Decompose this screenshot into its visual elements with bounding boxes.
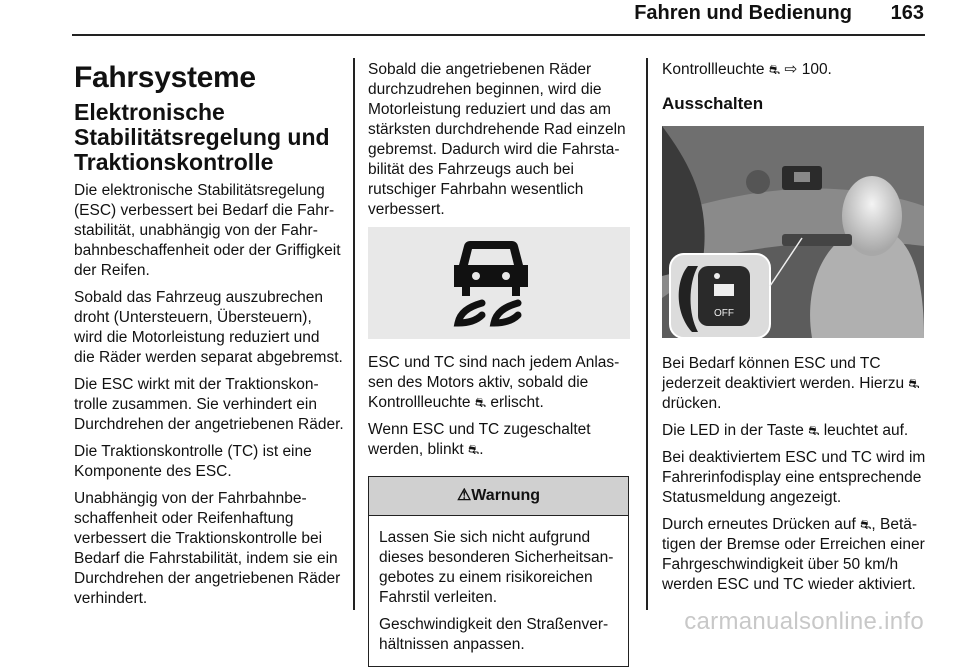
subsection-heading: Elektronische Stabilitätsregelung und Traktionskontrolle <box>74 99 330 175</box>
paragraph: ESC und TC sind nach jedem Anlassen des Motors aktiv, sobald die Kontrollleuchte ⛐ erlischt. <box>368 354 620 411</box>
paragraph: Die ESC wirkt mit der Traktionskontrolle zusammen. Sie verhindert ein Durchdrehen der angetriebenen Räder. <box>74 376 344 433</box>
subheading-ausschalten: Ausschalten <box>662 94 764 113</box>
section-heading: Fahrsysteme <box>74 61 256 94</box>
warning-paragraph: Lassen Sie sich nicht aufgrund dieses besonderen Sicherheitsangebotes zu einem risikoreichen Fahrstil verleiten. <box>379 529 614 606</box>
paragraph: Bei deaktiviertem ESC und TC wird im Fahrerinfodisplay eine entsprechende Statusmeldung angezeigt. <box>662 449 926 506</box>
warning-box <box>368 476 629 667</box>
esc-indicator-icon: ⛐ <box>768 62 781 77</box>
paragraph: Die Traktionskontrolle (TC) ist eine Komponente des ESC. <box>74 443 312 480</box>
page-reference-arrow-icon: ⇨ <box>784 61 798 78</box>
warning-header: ⚠Warnung <box>369 477 628 516</box>
esc-off-button-icon: ⛐ <box>908 376 920 391</box>
paragraph: Unabhängig von der Fahrbahnbeschaffenheit oder Reifenhaftung verbessert die Traktionskontrolle bei Bedarf die Fahrstabilität, indem sie ein Durchdrehen der angetriebenen Räder verhindert. <box>74 490 341 607</box>
paragraph: Die elektronische Stabilitätsregelung (ESC) verbessert bei Bedarf die Fahrstabilität, unabhängig von der Fahrbahnbeschaffenheit oder der Griffigkeit der Reifen. <box>74 182 341 279</box>
column-divider-1 <box>353 58 355 610</box>
paragraph: Sobald das Fahrzeug auszubrechen droht (Untersteuern, Übersteuern), wird die Motorleistung reduziert und die Räder werden separat abgebremst. <box>74 289 343 366</box>
paragraph: Die LED in der Taste ⛐ leuchtet auf. <box>662 422 909 439</box>
esc-off-button-icon: ⛐ <box>860 517 872 532</box>
warning-paragraph: Geschwindigkeit den Straßenverhältnissen anpassen. <box>379 616 609 653</box>
paragraph: Durch erneutes Drücken auf ⛐, Betätigen der Bremse oder Erreichen einer Fahrgeschwindigkeit über 50 km/h werden ESC und TC wieder aktiviert. <box>662 516 925 593</box>
column-3 <box>662 60 928 602</box>
esc-off-button-icon: ⛐ <box>808 423 820 438</box>
column-2 <box>368 60 634 667</box>
page-number: 163 <box>890 2 924 24</box>
cross-reference: Kontrollleuchte ⛐ ⇨ 100. <box>662 61 832 78</box>
column-1 <box>74 62 344 616</box>
paragraph: Bei Bedarf können ESC und TC jederzeit deaktiviert werden. Hierzu ⛐ drücken. <box>662 355 920 412</box>
column-divider-2 <box>646 58 648 610</box>
esc-indicator-icon: ⛐ <box>467 442 480 457</box>
watermark: carmanualsonline.info <box>684 608 924 635</box>
paragraph: Sobald die angetriebenen Räder durchzudrehen beginnen, wird die Motorleistung reduziert und das am stärksten durchdrehende Rad einzeln gebremst. Dadurch wird die Fahrstabilität des Fahrzeugs auch bei rutschiger Fahrbahn wesentlich verbessert. <box>368 61 626 218</box>
running-header-title: Fahren und Bedienung <box>634 2 852 24</box>
esc-indicator-icon: ⛐ <box>474 395 487 410</box>
center-console-photo <box>662 126 924 338</box>
console-photo-illustration <box>662 126 924 338</box>
esc-off-button-label: OFF <box>714 308 734 319</box>
paragraph: Wenn ESC und TC zugeschaltet werden, blinkt ⛐. <box>368 421 591 458</box>
esc-skid-car-icon <box>368 227 630 339</box>
warning-triangle-icon: ⚠ <box>456 487 472 504</box>
header-rule <box>72 34 925 36</box>
esc-symbol-figure <box>368 227 630 339</box>
